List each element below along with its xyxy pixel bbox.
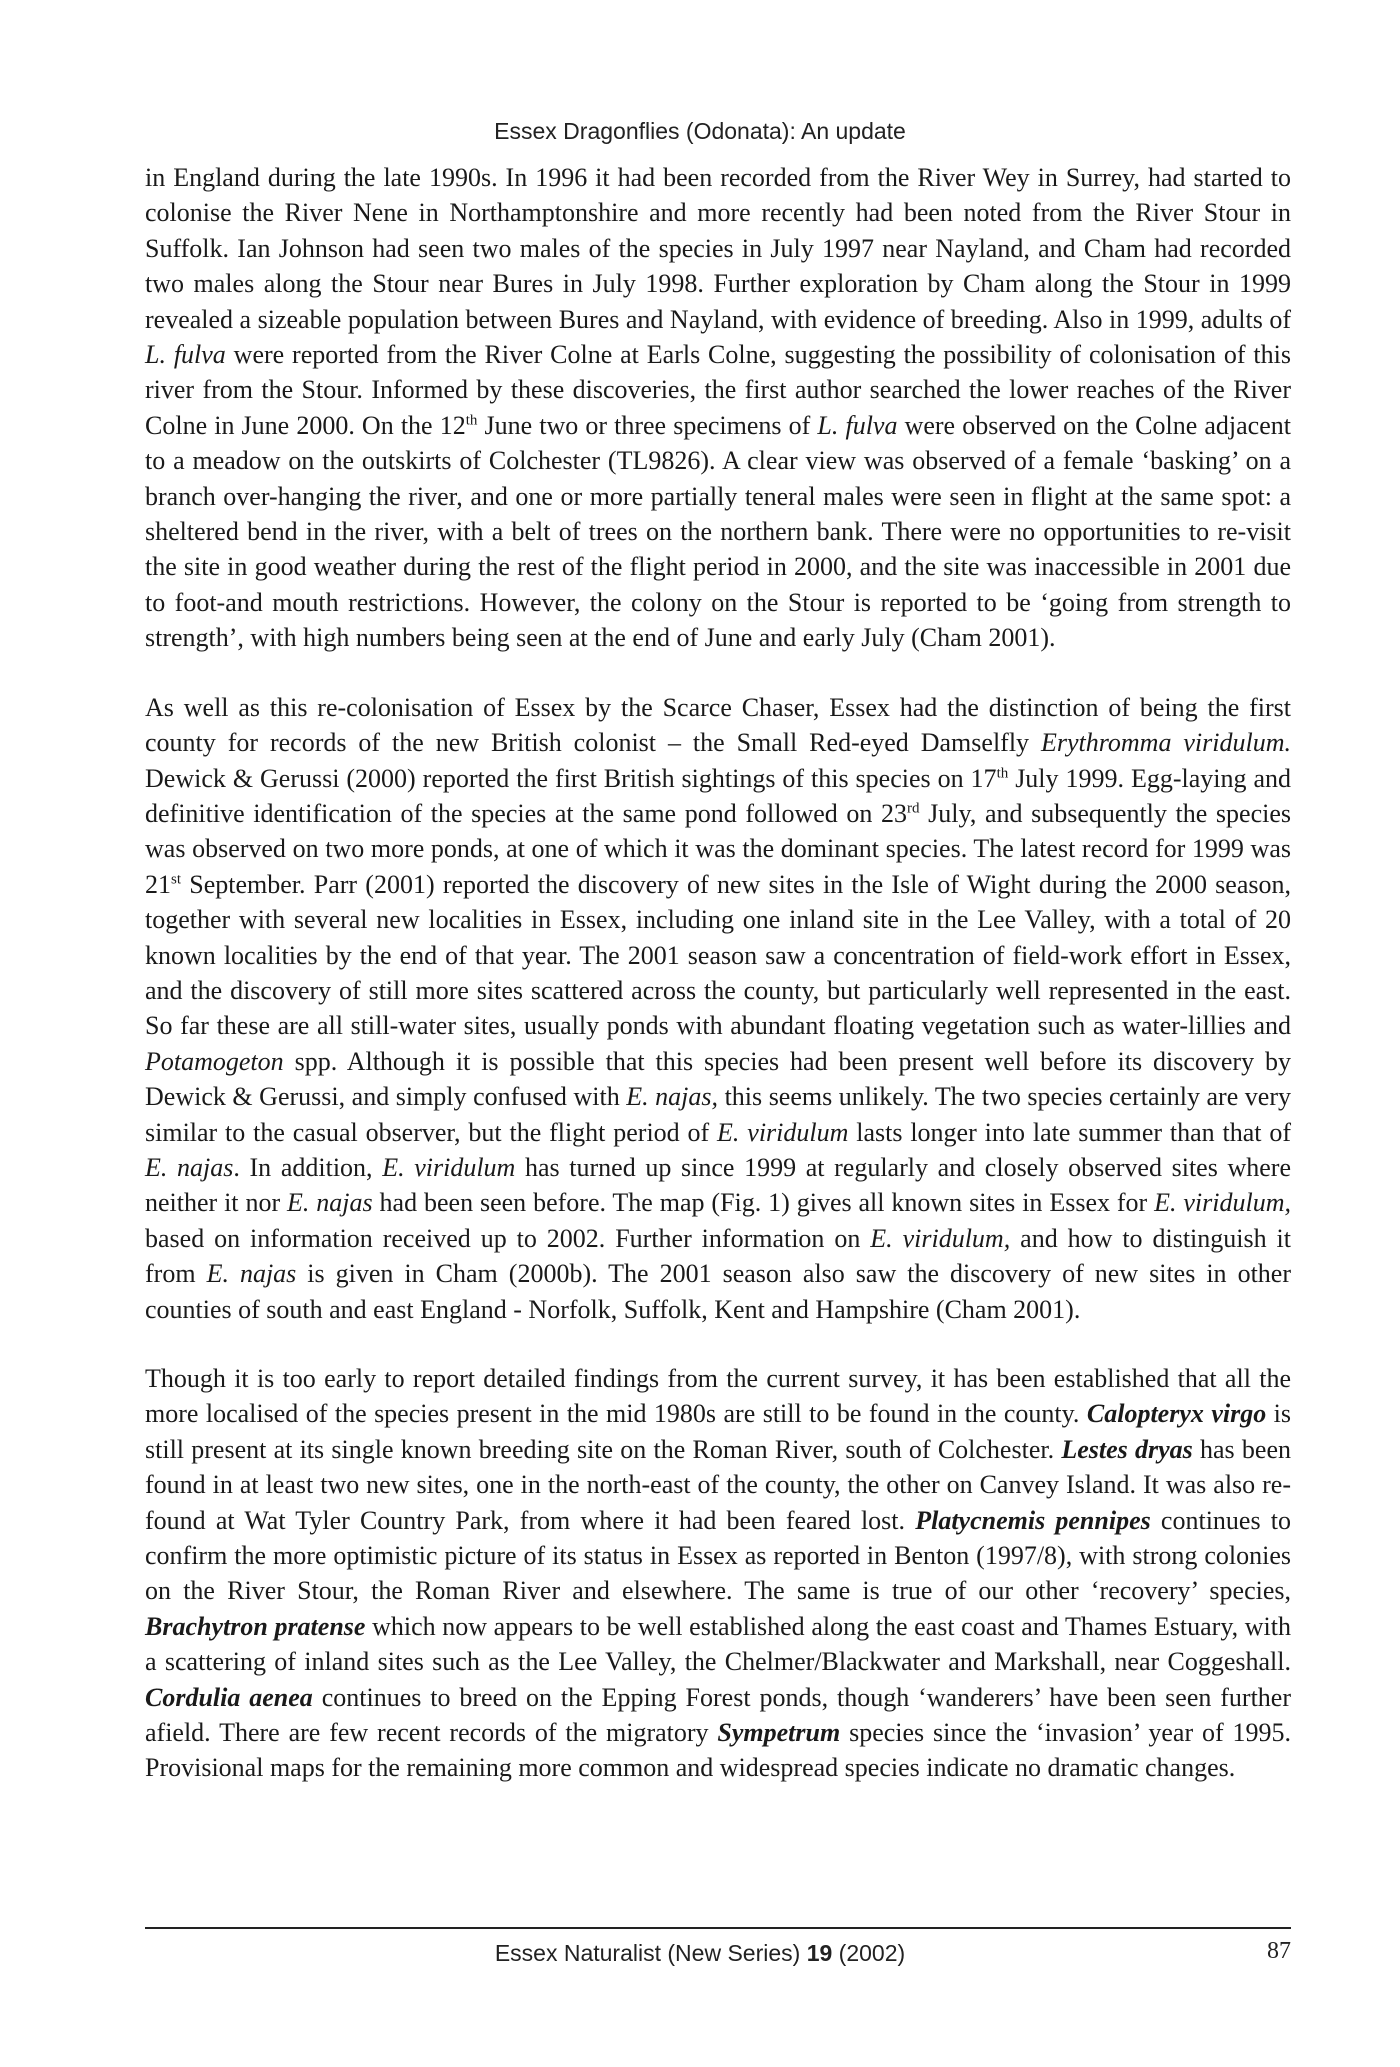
species-name: E. viridulum, [1154, 1188, 1292, 1218]
species-name: E. najas [206, 1259, 297, 1289]
species-name: E. viridulum [717, 1117, 849, 1147]
text-run: is given in Cham (2000b). The 2001 season also saw the discovery of new sites in other counties of south and east England - Norfolk, Suffolk, Kent and Hampshire (Cham 2001). [145, 1259, 1291, 1324]
text-run: were observed on the Colne adjacent to a meadow on the outskirts of Colchester (TL9826). A clear view was observed of a female ‘basking’ on a branch over-hanging the river, and one or more partially teneral males were seen in flight at the same spot: a sheltered bend in the river, with a belt of trees on the northern bank. There were no opportunities to re-visit the site in good weather during the rest of the flight period in 2000, and the site was inaccessible in 2001 due to foot-and mouth restrictions. However, the colony on the Stour is reported to be ‘going from strength to strength’, with high numbers being seen at the end of June and early July (Cham 2001). [145, 410, 1291, 653]
text-run: . In addition, [233, 1152, 383, 1182]
text-run: based on information received up to 2002. Further information on [145, 1223, 871, 1253]
body-text [145, 160, 1291, 1820]
text-run: in England during the late 1990s. In 1996 it had been recorded from the River Wey in Surrey, had started to colonise the River Nene in Northamptonshire and more recently had been noted from the River Stour in Suffolk. Ian Johnson had seen two males of the species in July 1997 near Nayland, and Cham had recorded two males along the Stour near Bures in July 1998. Further exploration by Cham along the Stour in 1999 revealed a sizeable population between Bures and Nayland, with evidence of breeding. Also in 1999, adults of [145, 163, 1291, 334]
text-run: spp. Although it is possible that this species had been present well before its discovery by Dewick & Gerussi, and simply confused with [145, 1046, 1291, 1112]
species-name: E. najas [145, 1152, 234, 1182]
text-run: and how to distinguish it from [145, 1223, 1291, 1289]
species-name: Cordulia aenea [145, 1682, 313, 1712]
species-name: Brachytron pratense [145, 1611, 366, 1641]
species-name: E. viridulum, [870, 1223, 1011, 1253]
species-name: E. najas [287, 1188, 373, 1218]
species-name: L. fulva [817, 410, 898, 440]
ordinal-suffix: th [996, 764, 1009, 781]
text-run: were reported from the River Colne at Earls Colne, suggesting the possibility of colonisation of this river from the Stour. Informed by these discoveries, the first author searched the lower reaches of the River Colne in June 2000. On the 12 [145, 340, 1291, 440]
paragraph-1 [145, 160, 1291, 656]
text-run: As well as this re-colonisation of Essex by the Scarce Chaser, Essex had the distinction of being the first county for records of the new British colonist – the Small Red-eyed Damselfly [145, 692, 1291, 758]
ordinal-suffix: st [171, 871, 182, 888]
species-name: Platycnemis pennipes [915, 1505, 1151, 1535]
footer-citation [0, 1940, 1400, 1967]
text-run: Though it is too early to report detailed findings from the current survey, it has been established that all the more localised of the species present in the mid 1980s are still to be found in the county. [145, 1364, 1291, 1429]
text-run: has turned up since 1999 at regularly and closely observed sites where neither it nor [145, 1152, 1291, 1218]
species-name: E. viridulum [382, 1152, 516, 1182]
text-run: species since the ‘invasion’ year of 1995. Provisional maps for the remaining more common and widespread species indicate no dramatic changes. [145, 1718, 1292, 1783]
text-run: is still present at its single known breeding site on the Roman River, south of Colchester. [145, 1399, 1291, 1464]
species-name: E. najas, [626, 1082, 719, 1112]
page-number: 87 [1267, 1938, 1291, 1964]
text-run: continues to confirm the more optimistic picture of its status in Essex as reported in Benton (1997/8), with strong colonies on the River Stour, the Roman River and elsewhere. The same is true of our other ‘recovery’ species, [145, 1505, 1291, 1606]
volume-number: 19 [806, 1940, 833, 1966]
species-name: Potamogeton [145, 1046, 284, 1076]
text-run: Dewick & Gerussi (2000) reported the first British sightings of this species on 17 [145, 763, 997, 793]
species-name: Sympetrum [717, 1718, 841, 1748]
journal-name: Essex Naturalist (New Series) [494, 1940, 807, 1966]
footer-rule [145, 1927, 1291, 1929]
text-run: has been found in at least two new sites, one in the north-east of the county, the other on Canvey Island. It was also re-found at Wat Tyler Country Park, from where it had been feared lost. [145, 1434, 1292, 1535]
text-run: June two or three specimens of [477, 410, 818, 440]
running-head: Essex Dragonflies (Odonata): An update [494, 118, 906, 144]
text-run: July, and subsequently the species was observed on two more ponds, at one of which it was the dominant species. The latest record for 1999 was 21 [145, 798, 1291, 899]
species-name: Erythromma viridulum. [1040, 728, 1291, 758]
publication-year: (2002) [832, 1940, 906, 1966]
paragraph-2 [145, 690, 1291, 1327]
species-name: Calopteryx virgo [1086, 1399, 1267, 1429]
ordinal-suffix: th [465, 412, 478, 429]
text-run: which now appears to be well established along the east coast and Thames Estuary, with a scattering of inland sites such as the Lee Valley, the Chelmer/Blackwater and Markshall, near Coggeshall. [145, 1611, 1291, 1677]
text-run: lasts longer into late summer than that of [848, 1117, 1291, 1147]
ordinal-suffix: rd [907, 800, 920, 817]
paragraph-3 [145, 1361, 1291, 1786]
text-run: this seems unlikely. The two species certainly are very similar to the casual observer, but the flight period of [145, 1082, 1291, 1147]
species-name: L. fulva [145, 340, 226, 370]
text-run: July 1999. Egg-laying and definitive identification of the species at the same pond followed on 23 [145, 763, 1291, 828]
species-name: Lestes dryas [1061, 1434, 1193, 1464]
text-run: September. Parr (2001) reported the discovery of new sites in the Isle of Wight during the 2000 season, together with several new localities in Essex, including one inland site in the Lee Valley, with a total of 20 known localities by the end of that year. The 2001 season saw a concentration of field-work effort in Essex, and the discovery of still more sites scattered across the county, but particularly well represented in the east. So far these are all still-water sites, usually ponds with abundant floating vegetation such as water-lillies and [145, 869, 1291, 1041]
text-run: had been seen before. The map (Fig. 1) gives all known sites in Essex for [372, 1188, 1155, 1218]
text-run: continues to breed on the Epping Forest ponds, though ‘wanderers’ have been seen further afield. There are few recent records of the migratory [145, 1682, 1291, 1748]
